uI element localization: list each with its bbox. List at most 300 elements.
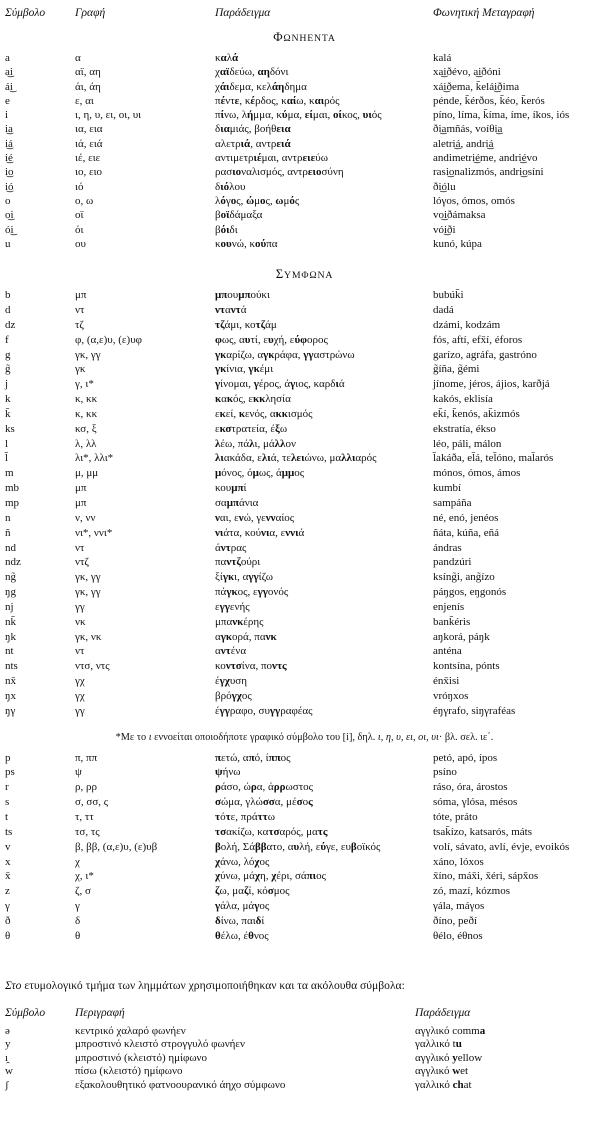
example-cell: γαλλικό chat [415,1078,472,1091]
symbol-cell: i͜o [5,166,14,179]
spelling-cell: ιο, ειο [75,166,103,179]
phonetic-cell: rasi͜onalizmós, andri͜osíni [433,166,544,179]
table-row [5,571,604,586]
phonetic-cell: sóma, γlósa, mésos [433,796,518,809]
table-row [5,856,604,871]
phonetic-cell: aletri͜á, andri͜á [433,137,494,150]
phonetic-cell: píno, líma, k̄íma, íme, íkos, iós [433,109,570,122]
symbol-cell: ks [5,422,15,435]
example-cell: πέντε, κέρδος, καίω, καιρός [215,94,340,107]
phonetic-cell: θélo, éθnos [433,929,483,942]
symbol-cell: ps [5,766,15,779]
table-row [5,224,604,238]
spelling-cell: γκ, νκ [75,630,102,643]
table-row [5,152,604,166]
symbol-cell: y [5,1038,11,1051]
spelling-cell: νκ [75,615,86,628]
table-row [5,452,604,467]
phonetic-cell: ksíng̃i, ang̃ízo [433,571,495,584]
phonetic-cell: anténa [433,645,462,658]
phonetic-cell: tóte, práto [433,811,478,823]
symbol-cell: θ [5,929,11,942]
etymology-table-header [5,1007,604,1019]
spelling-cell: μπ [75,289,87,302]
example-cell: γίνομαι, γέρος, άγιος, καρδιά [215,378,345,391]
section-title-consonants: ΣΥΜΦΩΝΑ [275,267,334,282]
symbol-cell: s [5,796,10,809]
table-row [5,378,604,393]
phonetic-cell: ði͜amñás, voíθi͜a [433,123,503,136]
table-row [5,66,604,80]
section-title-vowels: ΦΩΝΗΕΝΤΑ [273,30,336,44]
symbol-cell: k [5,393,11,406]
spelling-cell: χ [75,855,80,868]
symbol-cell: l̄ [5,452,9,465]
table-row [5,1065,604,1079]
table-row [5,319,604,334]
phonetic-cell: petó, apó, ípos [433,751,498,764]
example-cell: πάγκος, εγγονός [215,586,289,599]
spelling-cell: κ, κκ [75,393,98,406]
symbol-cell: nj [5,600,14,613]
symbol-cell: a [5,52,10,64]
symbol-cell: ı̯ [5,1051,9,1064]
spelling-cell: λ, λλ [75,437,97,450]
example-cell: ζω, μαζί, κόσμος [215,885,290,898]
phonetic-cell: ði͜ólu [433,180,456,193]
example-cell: τσακίζω, κατσαρός, ματς [215,825,328,838]
etym-header-example: Παράδειγμα [415,1006,471,1019]
example-cell: ναι, ενώ, γενναίος [215,511,295,524]
symbol-cell: i͜é [5,152,13,165]
etymology-intro-rest: ετυμολογικό τμήμα των λημμάτων χρησιμοποιήθηκαν και τα ακόλουθα σύμβολα: [21,978,405,992]
example-cell: καλά [215,52,239,64]
spelling-cell: αϊ, αη [75,66,101,79]
symbol-cell: nt [5,645,14,658]
table-row [5,781,604,796]
table-row [5,1025,604,1039]
example-cell: διόλου [215,180,246,193]
symbol-cell: á͜i [5,80,13,93]
example-cell: γκίνια, γκέμι [215,363,274,376]
example-cell: βοϊδάμαξα [215,209,263,222]
spelling-cell: γκ, γγ [75,586,101,599]
table-row [5,690,604,705]
phonetic-cell: tsak̄ízo, katsarós, máts [433,825,532,838]
table-row [5,467,604,482]
consonants-table-lower [5,752,604,945]
phonetic-cell: ek̄í, k̄enós, ak̄izmós [433,407,520,420]
example-cell: πετώ, από, ίππος [215,751,291,764]
phonetic-cell: x̄íno, máx̄i, x̄éri, sápx̄os [433,870,539,883]
spelling-cell: ντσ, ντς [75,660,110,673]
spelling-cell: γγ [75,704,85,717]
spelling-cell: ρ, ρρ [75,781,97,794]
table-row [5,616,604,631]
example-cell: πίνω, λήμμα, κύμα, είμαι, οίκος, υιός [215,109,382,122]
phonetic-cell: aŋkorá, páŋk [433,630,490,643]
spelling-cell: οϊ [75,209,84,222]
symbol-cell: d [5,304,11,316]
table-row [5,631,604,646]
spelling-cell: α [75,52,81,64]
description-cell: εξακολουθητικό φατνοουρανικό άηχο σύμφωνο [75,1078,286,1091]
symbol-cell: i͜a [5,123,13,136]
spelling-cell: δ [75,914,81,927]
example-cell: δίνω, παιδί [215,914,265,927]
example-cell: αγγλικό yellow [415,1051,483,1064]
symbol-cell: l [5,437,9,450]
table-row [5,660,604,675]
symbol-cell: mb [5,482,20,495]
table-row [5,195,604,209]
table-row [5,1038,604,1052]
phonetic-cell: kunó, kúpa [433,237,482,250]
table-row [5,393,604,408]
etym-header-description: Περιγραφή [75,1006,125,1019]
symbol-cell: t [5,811,9,823]
example-cell: ράσο, ώρα, άρρωστος [215,781,313,794]
example-cell: διαμιάς, βοήθεια [215,123,291,136]
table-row [5,645,604,660]
symbol-cell: ndz [5,556,21,569]
phonetic-cell: ándras [433,541,462,554]
iota-footnote [5,732,604,743]
symbol-cell: i [5,109,9,122]
description-cell: μπροστινό κλειστό στρογγυλό φωνήεν [75,1038,246,1051]
example-cell: αλετριά, αντρειά [215,137,291,150]
table-row [5,123,604,137]
symbol-cell: p [5,751,11,764]
symbol-cell: g [5,348,11,361]
spelling-cell: ιό [75,180,84,193]
table-row [5,109,604,123]
example-cell: βολή, Σάββατο, αυλή, εύγε, ευβοϊκός [215,840,381,853]
table-row [5,1079,604,1093]
example-cell: εκεί, κενός, ακκισμός [215,407,313,420]
phonetic-cell: kalá [433,52,452,64]
example-cell: άντρας [215,541,247,554]
symbol-cell: ŋx [5,689,16,702]
phonetic-cell: vó͜iði [433,223,456,236]
phonetic-cell: garízo, agráfa, gastróno [433,348,537,361]
example-cell: τότε, πράττω [215,811,275,823]
symbol-cell: γ [5,900,10,913]
spelling-cell: όι [75,223,84,236]
symbol-cell: ng̃ [5,571,16,584]
spelling-cell: γ [75,900,80,913]
example-cell: χάνω, λόχος [215,855,270,868]
example-cell: κακός, εκκλησία [215,393,291,406]
symbol-cell: ts [5,825,13,838]
symbol-cell: ŋg [5,586,16,599]
example-cell: έγγραφο, συγγραφέας [215,704,313,717]
example-cell: εγγενής [215,600,250,613]
phonetic-cell: ráso, óra, árostos [433,781,508,794]
symbol-cell: r [5,781,9,794]
symbol-cell: o [5,194,11,207]
example-cell: φως, αυτί, ευχή, εύφορος [215,333,328,346]
symbol-cell: ʃ [5,1078,9,1091]
table-row [5,482,604,497]
table-row [5,752,604,767]
symbol-cell: f [5,333,9,346]
spelling-cell: γχ [75,689,85,702]
spelling-cell: ντζ [75,556,89,569]
phonetic-cell: ekstratía, ékso [433,422,496,435]
description-cell: κεντρικό χαλαρό φωνήεν [75,1024,186,1037]
symbol-cell: i͜ó [5,180,14,193]
phonetic-cell: andimetri͜éme, andri͜évo [433,152,538,165]
phonetic-cell: léo, páli, málon [433,437,502,450]
phonetic-cell: éŋγrafo, siŋγraféas [433,704,516,717]
table-row [5,586,604,601]
example-cell: σώμα, γλώσσα, μέσος [215,796,313,809]
example-cell: γκαρίζω, αγκράφα, γγαστρώνω [215,348,355,361]
footnote-text-run: *Με το [115,731,149,743]
example-cell: χύνω, μάχη, χέρι, σάπιος [215,870,326,883]
spelling-cell: νι*, ννι* [75,526,113,539]
symbol-cell: m [5,467,14,480]
example-cell: μπουμπούκι [215,289,270,302]
phonetic-cell: xá͜iðema, k̄elá͜iðima [433,80,520,93]
table-row [5,209,604,223]
phonetic-cell: dzámi, kodzám [433,318,501,331]
header-symbol: Σύμβολο [5,7,46,19]
phonetic-cell: ðíno, peðí [433,914,477,927]
phonetic-cell: kakós, eklisía [433,393,493,406]
table-row [5,915,604,930]
table-row [5,841,604,856]
symbol-cell: a͜i [5,66,13,79]
example-cell: λόγος, ώμος, ωμός [215,194,300,207]
vowels-table [5,52,604,252]
symbol-cell: u [5,237,11,250]
symbol-cell: ŋk [5,630,16,643]
spelling-cell: λι*, λλι* [75,452,114,465]
example-cell: μόνος, όμως, άμμος [215,467,305,480]
symbol-cell: nts [5,660,18,673]
table-row [5,95,604,109]
table-row [5,930,604,945]
table-row [5,138,604,152]
example-cell: αγγλικό wet [415,1065,469,1078]
example-cell: έγχυση [215,675,247,688]
example-cell: εκστρατεία, έξω [215,422,288,435]
example-cell: κοντσίνα, ποντς [215,660,287,673]
spelling-cell: τ, ττ [75,811,94,823]
spelling-cell: κσ, ξ [75,422,97,435]
table-row [5,796,604,811]
example-cell: χάιδεμα, κελάηδημα [215,80,307,93]
spelling-cell: ου [75,237,86,250]
spelling-cell: ψ [75,766,82,779]
symbol-cell: k̄ [5,407,11,420]
symbol-cell: ó͜i [5,223,14,236]
table-row [5,408,604,423]
spelling-cell: ντ [75,541,85,554]
table-row [5,527,604,542]
symbol-cell: x̄ [5,870,11,883]
symbol-cell: nd [5,541,16,554]
spelling-cell: γχ [75,675,85,688]
example-cell: γάλα, μάγος [215,900,270,913]
table-row [5,181,604,195]
table-row [5,166,604,180]
spelling-cell: μ, μμ [75,467,99,480]
symbol-cell: v [5,840,11,853]
phonetic-cell: g̃íña, g̃émi [433,363,480,376]
spelling-cell: γκ [75,363,86,376]
etymology-intro-lead: Στο [5,978,22,992]
symbol-cell: x [5,855,11,868]
table-row [5,705,604,720]
spelling-cell: γγ [75,600,85,613]
phonetic-cell: énx̄isi [433,675,460,688]
symbol-cell: i͜á [5,137,13,150]
spelling-cell: τζ [75,318,84,331]
example-cell: τζάμι, κοτζάμ [215,318,277,331]
spelling-cell: ντ [75,645,85,658]
example-cell: ψήνω [215,766,241,779]
symbol-cell: j [5,378,9,391]
phonetic-cell: sampáña [433,496,472,509]
symbol-cell: b [5,289,11,302]
symbol-cell: dz [5,318,16,331]
table-row [5,289,604,304]
table-row [5,766,604,781]
table-row [5,334,604,349]
phonetic-cell: páŋgos, eŋgonós [433,586,507,599]
spelling-cell: π, ππ [75,751,98,764]
spelling-cell: ζ, σ [75,885,91,898]
spelling-cell: ια, εια [75,123,103,136]
etymology-intro [5,979,604,992]
footnote-italic-run: ι [148,731,152,743]
table-row [5,556,604,571]
description-cell: πίσω (κλειστό) ημίφωνο [75,1065,183,1078]
example-cell: θέλω, έθνος [215,929,269,942]
table-row [5,826,604,841]
spelling-cell: ν, νν [75,511,96,524]
symbol-cell: nx̄ [5,675,16,688]
example-cell: κουμπί [215,482,247,495]
phonetic-cell: kumbí [433,482,462,495]
table-row [5,601,604,616]
etymology-table [5,1025,604,1093]
phonetic-cell: jínome, jéros, ájios, karðjá [433,378,550,391]
phonetic-cell: vo͜iðámaksa [433,209,486,222]
table-row [5,304,604,319]
phonetic-cell: xa͜iðévo, a͜iðóni [433,66,501,79]
example-cell: αντένα [215,645,247,658]
phonetic-cell: pénde, k̄érðos, k̄éo, k̄erós [433,94,545,107]
phonetic-cell: fós, aftí, efx̄í, éforos [433,333,523,346]
phonetic-cell: dadá [433,304,454,316]
table-row [5,81,604,95]
symbol-cell: w [5,1065,13,1078]
example-cell: ξίγκι, αγγίζω [215,571,274,584]
spelling-cell: άι, άη [75,80,101,93]
phonetic-cell: zó, mazí, kózmos [433,885,510,898]
phonetic-cell: enjenís [433,600,465,613]
spelling-cell: σ, σσ, ς [75,796,109,809]
example-cell: αγκορά, πανκ [215,630,277,643]
table-row [5,349,604,364]
symbol-cell: mp [5,496,20,509]
spelling-cell: ε, αι [75,94,94,107]
symbol-cell: e [5,94,10,107]
symbol-cell: g̃ [5,363,11,376]
phonetic-cell: kontsína, pónts [433,660,500,673]
phonetic-cell: ñáta, kúña, eñá [433,526,499,539]
phonetic-cell: l̄akáða, el̄á, tel̄óno, mal̄arós [433,452,554,465]
table-row [5,675,604,690]
example-cell: βόιδι [215,223,238,236]
table-row [5,885,604,900]
example-cell: ρασιοναλισμός, αντρειοσύνη [215,166,344,179]
table-row [5,811,604,826]
example-cell: γαλλικό tu [415,1038,462,1051]
phonetic-cell: γála, máγos [433,900,485,913]
example-cell: αντιμετριέμαι, αντρειεύω [215,152,328,165]
phonetic-cell: lóγos, ómos, omós [433,194,515,207]
etym-header-symbol: Σύμβολο [5,1006,46,1019]
example-cell: λέω, πάλι, μάλλον [215,437,296,450]
symbol-cell: z [5,885,10,898]
phonetic-cell: bank̄éris [433,615,471,628]
example-cell: νταντά [215,304,247,316]
symbol-cell: ŋγ [5,704,16,717]
example-cell: λιακάδα, ελιά, τελειώνω, μαλλιαρός [215,452,377,465]
example-cell: μπανκέρης [215,615,264,628]
table-row [5,870,604,885]
table-row [5,423,604,438]
phonetic-cell: vróŋxos [433,689,469,702]
spelling-cell: φ, (α,ε)υ, (ε)υφ [75,333,142,346]
phonetic-cell: xáno, lóxos [433,855,484,868]
symbol-cell: o͜i [5,209,14,222]
spelling-cell: χ, ι* [75,870,94,883]
table-row [5,52,604,66]
symbol-cell: ñ [5,526,11,539]
table-row [5,542,604,557]
example-cell: χαϊδεύω, αηδόνι [215,66,289,79]
example-cell: σαμπάνια [215,496,259,509]
spelling-cell: κ, κκ [75,407,98,420]
spelling-cell: ιά, ειά [75,137,103,150]
symbol-cell: n [5,511,11,524]
example-cell: αγγλικό comma [415,1024,486,1037]
spelling-cell: γ, ι* [75,378,94,391]
footnote-italic-run: ι, η, υ, ει, οι, υι [377,731,439,743]
footnote-text-run: εννοείται οποιοδήποτε γραφικό σύμβολο του [i], δηλ. [151,731,378,743]
consonants-table-upper [5,289,604,719]
phonetic-cell: psíno [433,766,457,779]
table-row [5,497,604,512]
spelling-cell: γκ, γγ [75,348,101,361]
example-cell: βρόγχος [215,689,252,702]
spelling-cell: θ [75,929,81,942]
spelling-cell: ι, η, υ, ει, οι, υι [75,109,142,122]
spelling-cell: γκ, γγ [75,571,101,584]
phonetic-cell: né, enó, jenéos [433,511,499,524]
spelling-cell: τσ, τς [75,825,100,838]
symbol-cell: ə [5,1024,10,1037]
spelling-cell: μπ [75,482,87,495]
table-row [5,512,604,527]
example-cell: κουνώ, κούπα [215,237,278,250]
